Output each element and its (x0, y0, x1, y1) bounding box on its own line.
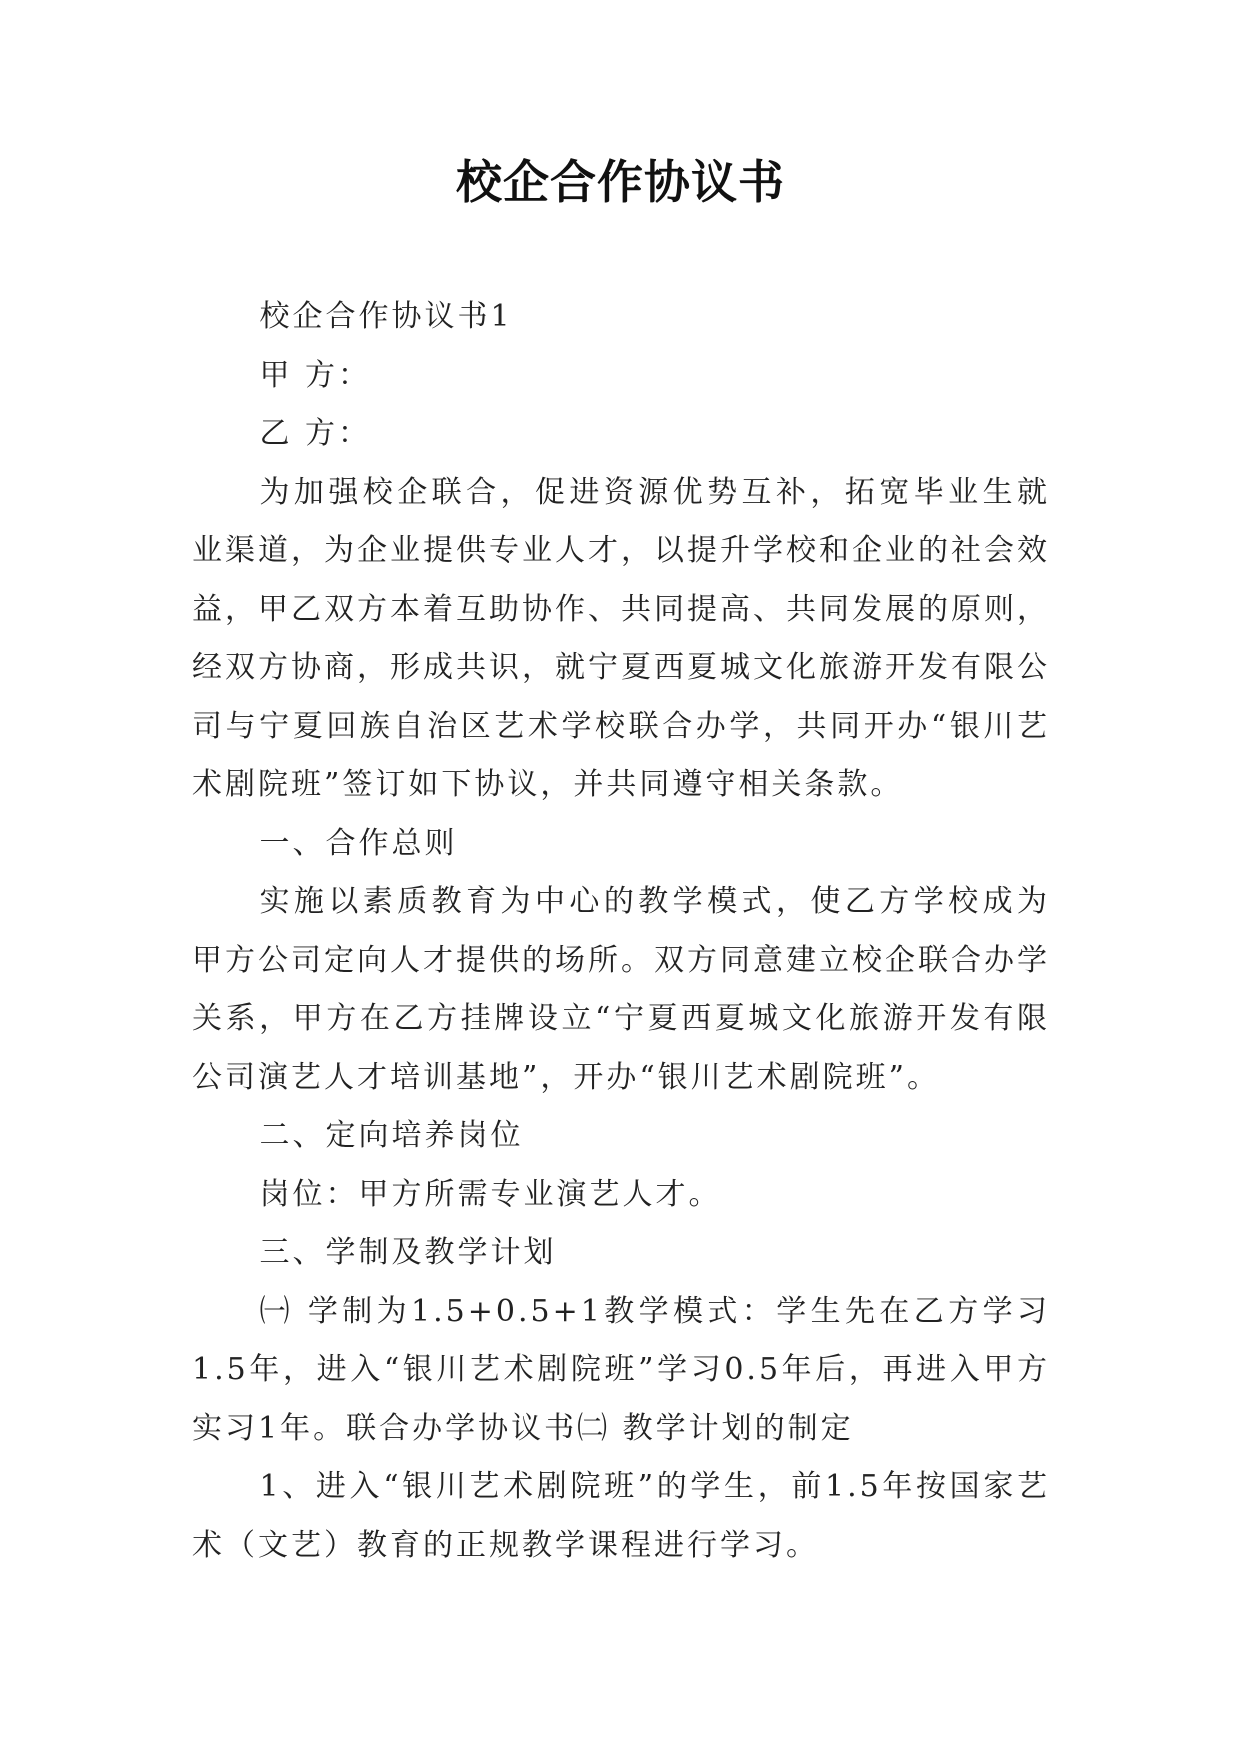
intro-paragraph: 为加强校企联合，促进资源优势互补，拓宽毕业生就业渠道，为企业提供专业人才，以提升学校和企业的社会效益，甲乙双方本着互助协作、共同提高、共同发展的原则，经双方协商，形成共识，就宁夏西夏城文化旅游开发有限公司与宁夏回族自治区艺术学校联合办学，共同开办“银川艺术剧院班”签订如下协议，并共同遵守相关条款。 (192, 474, 1050, 802)
schooling-paragraph: ㈠ 学制为1.5+0.5+1教学模式：学生先在乙方学习1.5年，进入“银川艺术剧院班”学习0.5年后，再进入甲方实习1年。联合办学协议书㈡ 教学计划的制定 (192, 1293, 1050, 1446)
section-heading-general: 一、合作总则 (259, 825, 458, 861)
document-body (192, 288, 1050, 1575)
curriculum-paragraph: 1、进入“银川艺术剧院班”的学生，前1.5年按国家艺术（文艺）教育的正规教学课程进行学习。 (192, 1469, 1050, 1563)
party-b-line: 乙 方： (259, 416, 372, 451)
document-subtitle: 校企合作协议书1 (259, 299, 513, 334)
positions-paragraph: 岗位：甲方所需专业演艺人才。 (259, 1176, 722, 1212)
document-title: 校企合作协议书 (456, 155, 785, 209)
section-heading-positions: 二、定向培养岗位 (259, 1118, 524, 1153)
party-a-line: 甲 方： (259, 357, 372, 393)
general-paragraph: 实施以素质教育为中心的教学模式，使乙方学校成为甲方公司定向人才提供的场所。双方同意建立校企联合办学关系，甲方在乙方挂牌设立“宁夏西夏城文化旅游开发有限公司演艺人才培训基地”，开办“银川艺术剧院班”。 (192, 884, 1050, 1095)
section-heading-schooling: 三、学制及教学计划 (259, 1235, 557, 1270)
